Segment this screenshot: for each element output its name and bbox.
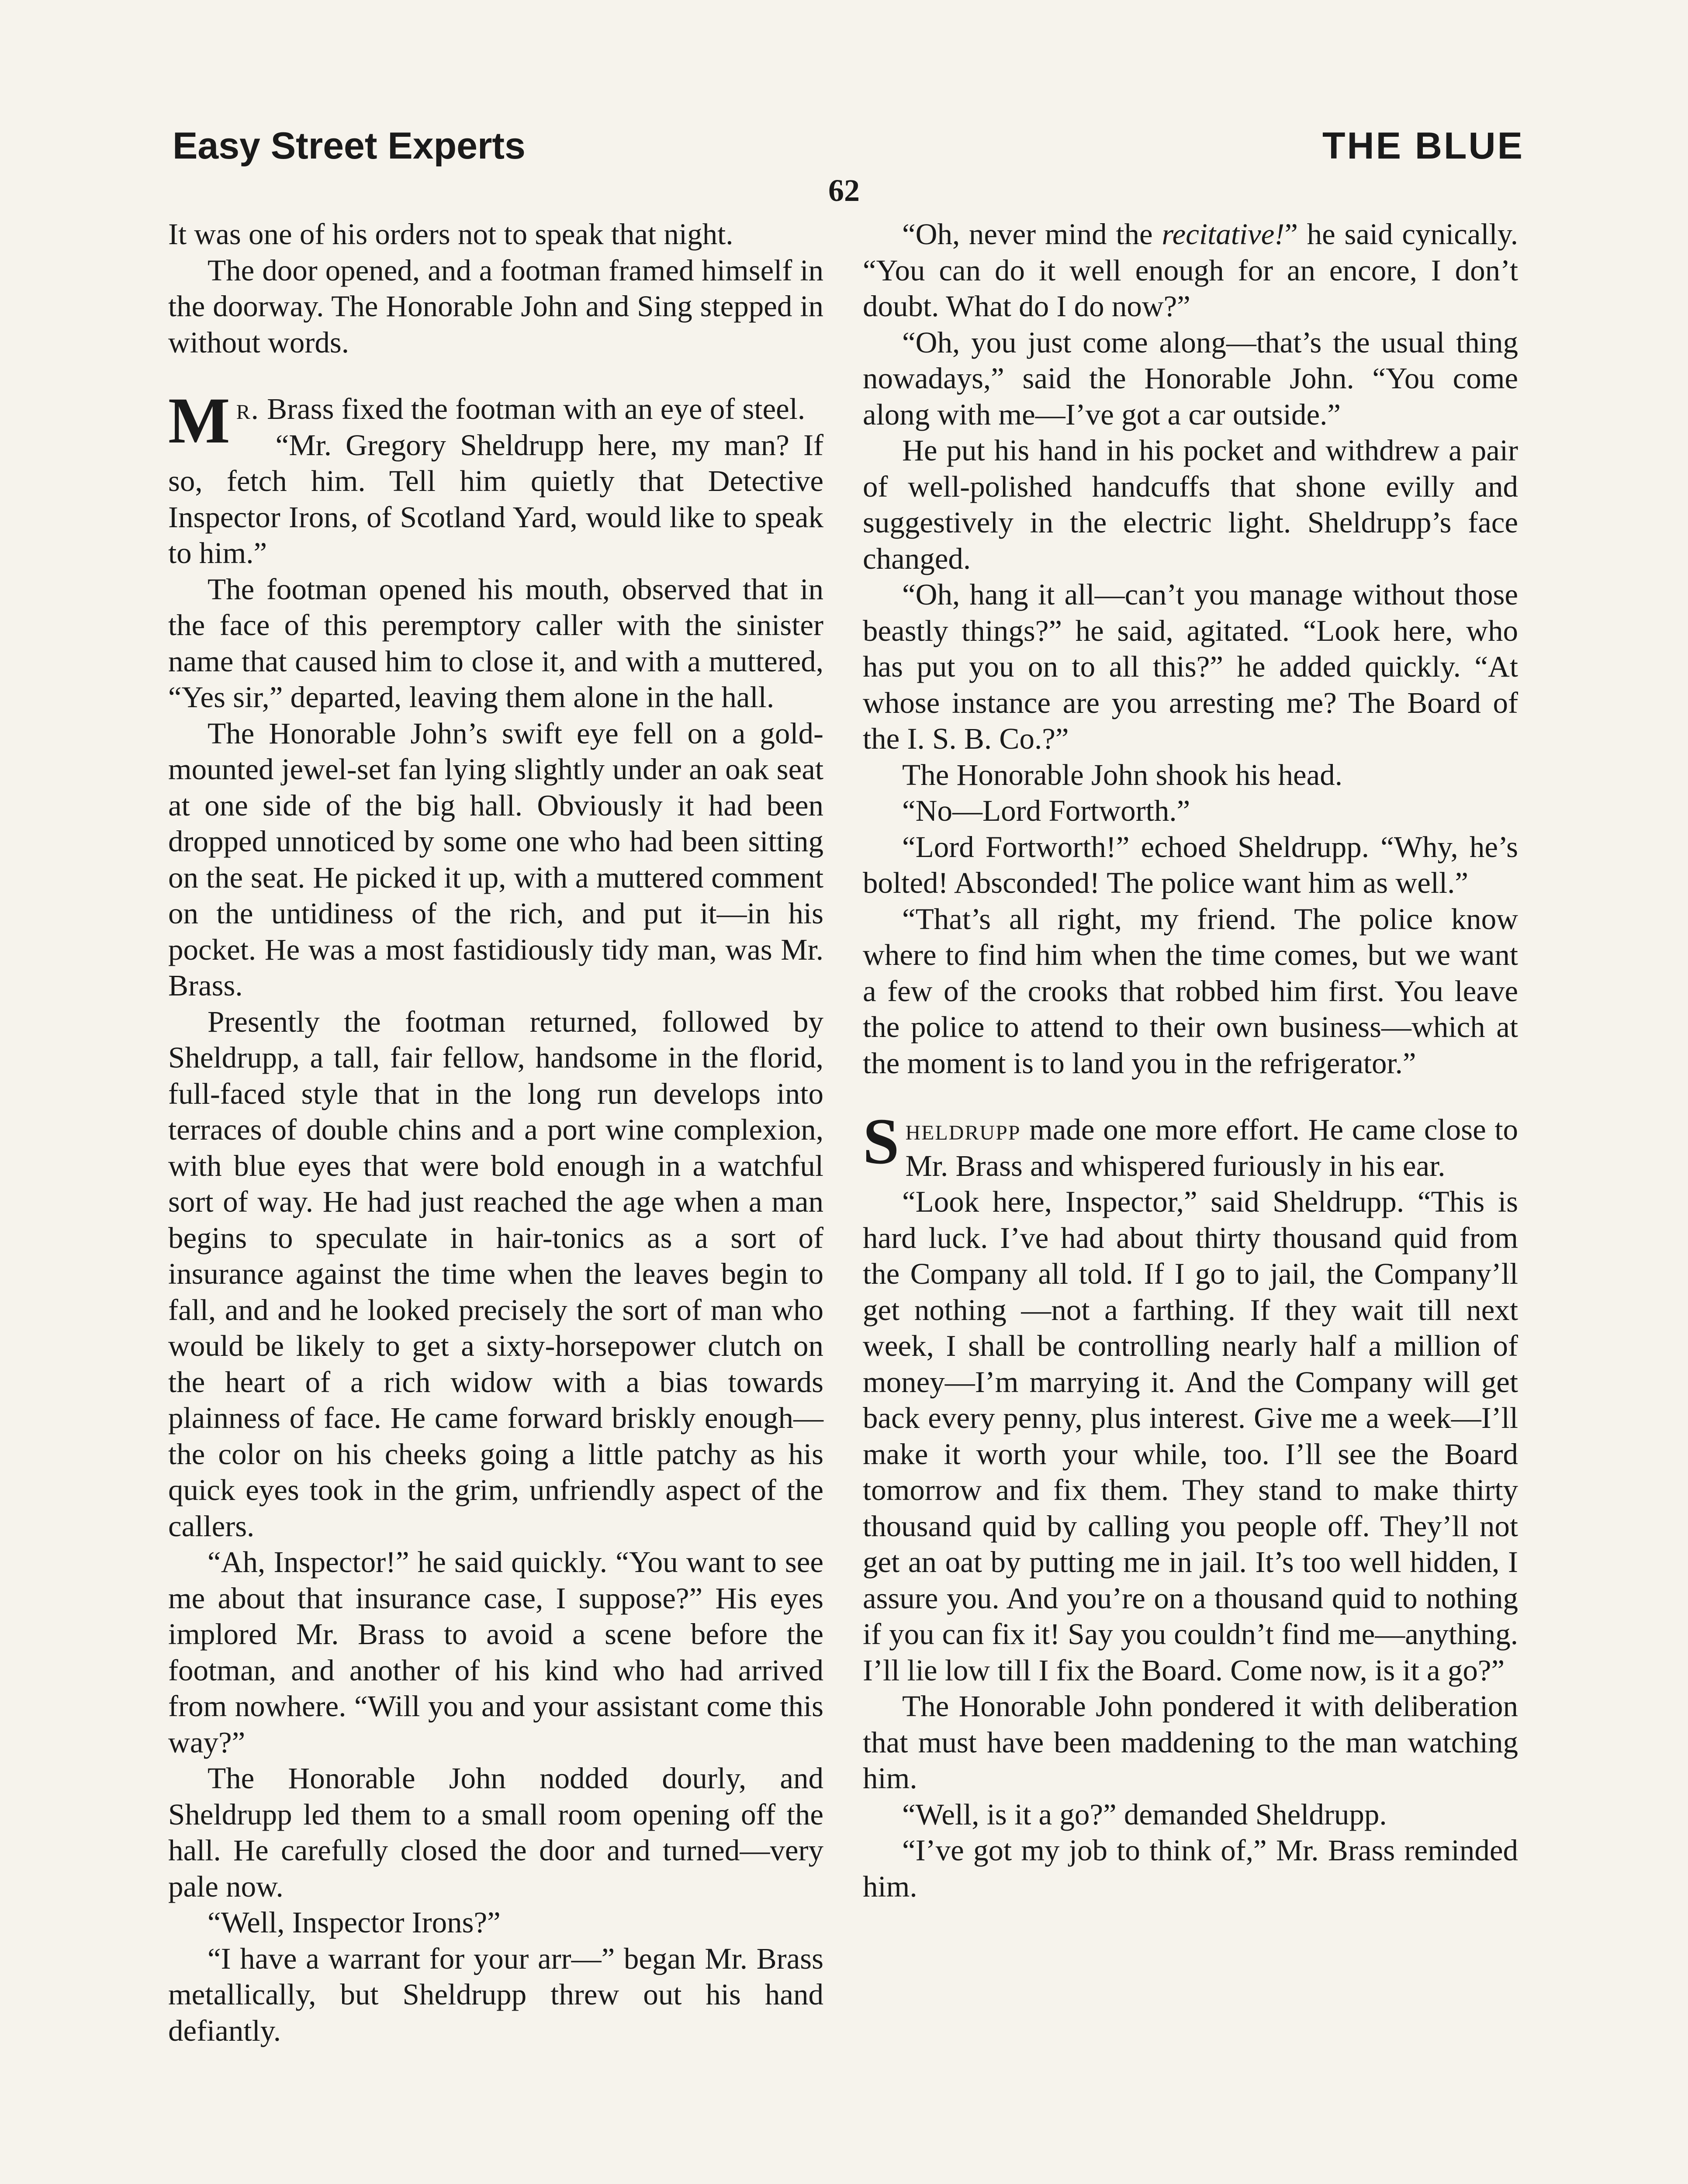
italic-word: recitative! [1162,218,1285,251]
drop-cap: M [168,384,230,457]
drop-cap: S [863,1105,899,1178]
paragraph: The Honorable John pondered it with deliberation that must have been maddening to the man watching him. [863,1690,1518,1795]
paragraph: Presently the footman returned, followed by Sheldrupp, a tall, fair fellow, handsome in the florid, full-faced style that in the long run develops into terraces of double chins and a port wine complexion, with blue eyes that were bold enough in a watchful sort of way. He had just reached the age when a man begins to speculate in hair-tonics as a sort of insurance against the time when the leaves begin to fall, and and he looked precisely the sort of man who would be likely to get a sixty-horsepower clutch on the heart of a rich widow with a bias towards plainness of face. He came forward briskly enough—the color on his cheeks going a little patchy as his quick eyes took in the grim, unfriendly aspect of the callers. [168,1005,823,1543]
small-caps-lead: heldrupp [905,1113,1021,1146]
left-column [168,216,823,2049]
paragraph: The Honorable John shook his head. [902,758,1342,791]
paragraph: “Oh, you just come along—that’s the usual thing nowadays,” said the Honorable John. “You come along with me—I’ve got a car outside.” [863,325,1518,431]
paragraph: “Ah, Inspector!” he said quickly. “You want to see me about that insurance case, I suppose?” His eyes implored Mr. Brass to avoid a scene before the footman, and another of his kind who had arrived from nowhere. “Will you and your assistant come this way?” [168,1545,823,1759]
paragraph: “I have a warrant for your arr—” began Mr. Brass metallically, but Sheldrupp threw out his hand defiantly. [168,1942,823,2047]
right-column [863,216,1518,1904]
page-number: 62 [828,173,860,208]
small-caps-lead: r. [236,392,259,425]
magazine-name: THE BLUE [1322,125,1524,167]
paragraph [863,216,1518,325]
section-start-paragraph [168,384,823,457]
paragraph: “Look here, Inspector,” said Sheldrupp. “This is hard luck. I’ve had about thirty thousand quid from the Company all told. If I go to jail, the Company’ll get nothing —not a farthing. If they wait till next week, I shall be controlling nearly half a million of money—I’m marrying it. And the Company will get back every penny, plus interest. Give me a week—I’ll make it worth your while, too. I’ll see the Board tomorrow and fix them. They stand to make thirty thousand quid by calling you people off. They’ll not get an oat by putting me in jail. It’s too well hidden, I assure you. And you’re on a thousand quid to nothing if you can fix it! Say you couldn’t find me—anything. I’ll lie low till I fix the Board. Come now, is it a go?” [863,1185,1518,1687]
paragraph: “Oh, hang it all—can’t you manage without those beastly things?” he said, agitated. “Look here, who has put you on to all this?” he added quickly. “At whose instance are you arresting me? The Board of the I. S. B. Co.?” [863,578,1518,755]
paragraph: The door opened, and a footman framed himself in the doorway. The Honorable John and Sing stepped in without words. [168,253,823,359]
paragraph-text: “Oh, never mind the [902,218,1162,251]
running-title: Easy Street Experts [173,125,526,167]
paragraph: “Lord Fortworth!” echoed Sheldrupp. “Why, he’s bolted! Absconded! The police want him as well.” [863,830,1518,899]
section-start-paragraph [863,1105,1518,1184]
paragraph-text: Mr. Brass fixed the footman with an eye of steel. [168,384,806,457]
running-head [173,124,1524,177]
paragraph: “No—Lord Fortworth.” [902,794,1190,827]
paragraph: “Well, is it a go?” demanded Sheldrupp. [902,1797,1387,1831]
paragraph: “I’ve got my job to think of,” Mr. Brass reminded him. [863,1834,1518,1903]
paragraph-text: ” he said cynically. “You can do it well enough for an encore, I don’t doubt. What do I do now?” [863,218,1518,323]
paragraph: It was one of his orders not to speak that night. [168,218,733,251]
paragraph: “Well, Inspector Irons?” [208,1906,501,1939]
paragraph: The Honorable John’s swift eye fell on a gold-mounted jewel-set fan lying slightly under an oak seat at one side of the big hall. Obviously it had been dropped unnoticed by some one who had been sitting on the seat. He picked it up, with a muttered comment on the untidiness of the rich, and put it—in his pocket. He was a most fastidiously tidy man, was Mr. Brass. [168,716,823,1002]
paragraph: “Mr. Gregory Sheldrupp here, my man? If so, fetch him. Tell him quietly that Detective Inspector Irons, of Scotland Yard, would like to speak to him.” [168,428,823,570]
paragraph: The Honorable John nodded dourly, and Sheldrupp led them to a small room opening off the hall. He carefully closed the door and turned—very pale now. [168,1762,823,1903]
paragraph: The footman opened his mouth, observed that in the face of this peremptory caller with the sinister name that caused him to close it, and with a muttered, “Yes sir,” departed, leaving them alone in the hall. [168,572,823,714]
paragraph-text: Sheldrupp made one more effort. He came close to Mr. Brass and whispered furiously in his ear. [863,1105,1518,1182]
paragraph: He put his hand in his pocket and withdrew a pair of well-polished handcuffs that shone evilly and suggestively in the electric light. Sheldrupp’s face changed. [863,434,1518,575]
paragraph: “That’s all right, my friend. The police know where to find him when the time comes, but we want a few of the crooks that robbed him first. You leave the police to attend to their own business—which at the moment is to land you in the refrigerator.” [863,902,1518,1080]
